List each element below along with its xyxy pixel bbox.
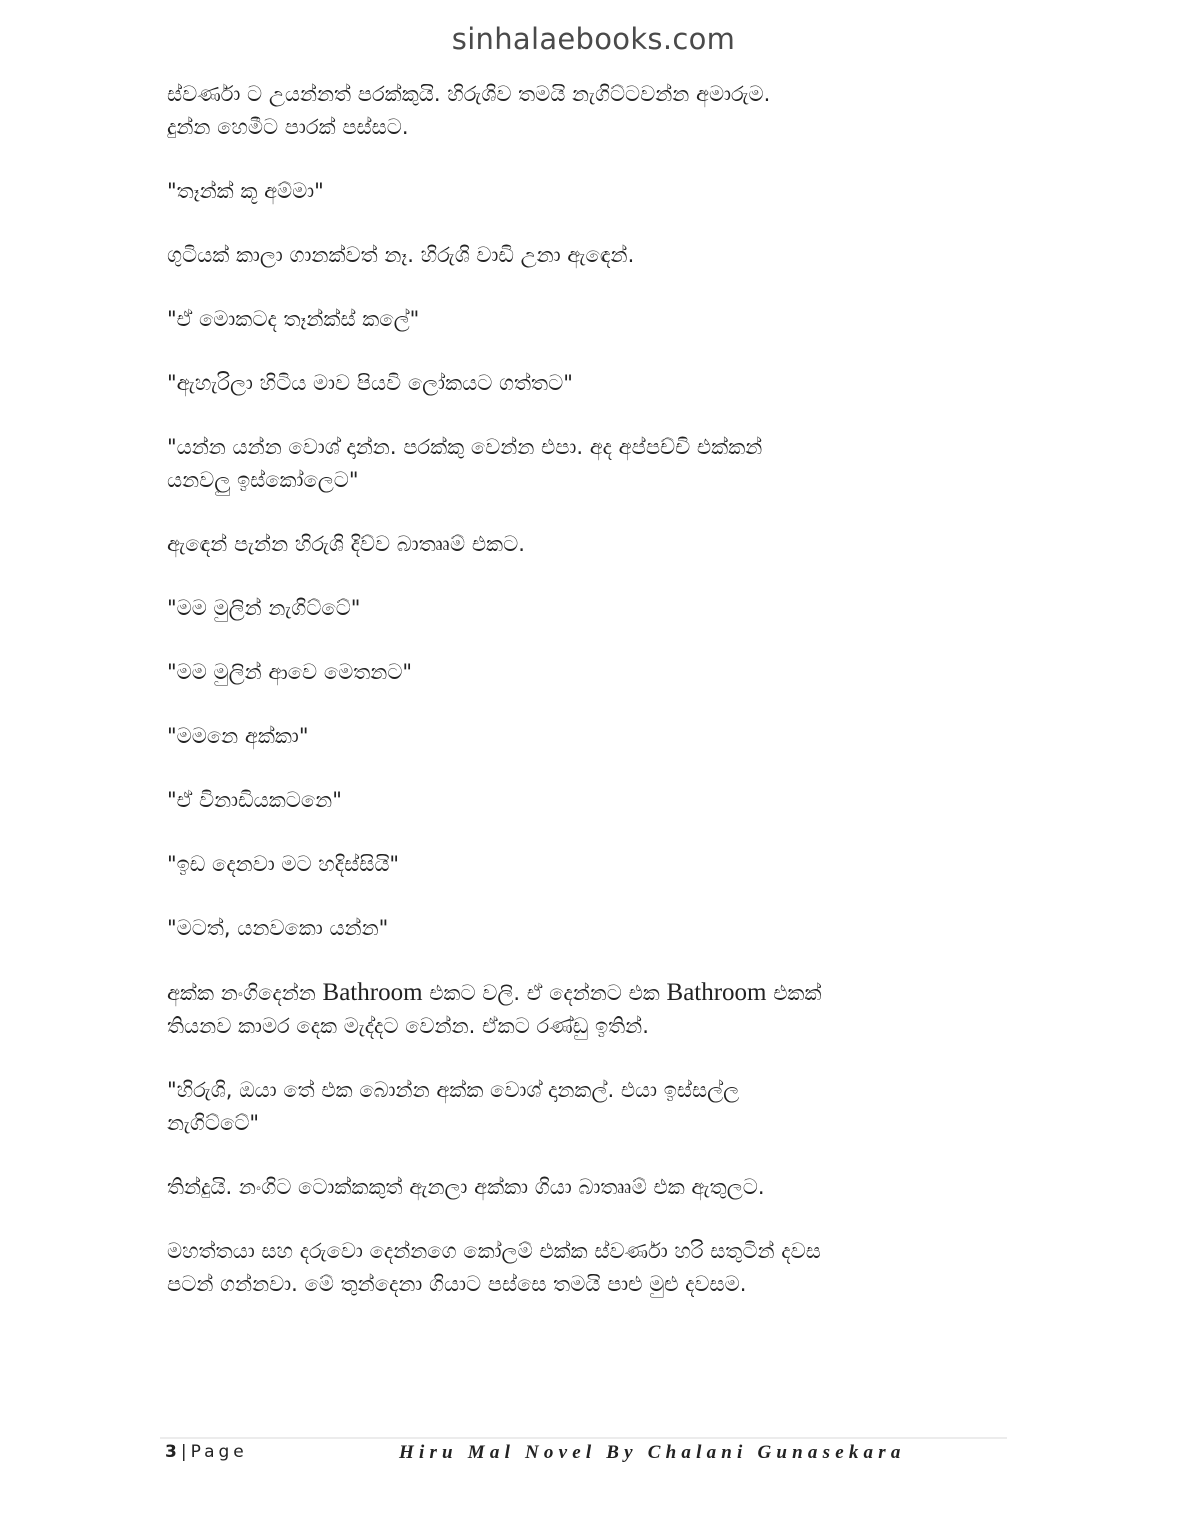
text-line: "ඒ විනාඩියකටනෙ" [167, 788, 342, 812]
text-line: "හිරුශි, ඔයා තේ එක බොන්න අක්ක වොශ් දානකල්. එයා ඉස්සල්ල [167, 1078, 740, 1102]
paragraph-17 [167, 1235, 1012, 1301]
paragraph-7 [167, 528, 1012, 561]
text-run: එකක් [766, 981, 822, 1005]
text-line: "යන්න යන්න වොශ් දාන්න. පරක්කු වෙන්න එපා. අද අප්පච්චි එක්කන් [167, 435, 763, 459]
dialogue-line [167, 431, 1012, 497]
dialogue-line [167, 912, 1012, 945]
text-line: "මටත්, යනවකො යන්න" [167, 916, 389, 940]
dialogue-line [167, 1074, 1012, 1140]
footer-separator: | [180, 1442, 187, 1462]
page-number: 3 [165, 1442, 177, 1462]
text-line: ඇඳෙන් පැන්න හිරුශි දිව්ව බාතෲම් එකට. [167, 532, 525, 556]
paragraph-3 [167, 239, 1012, 272]
page-word: Page [190, 1442, 248, 1462]
latin-word: Bathroom [666, 979, 767, 1006]
text-line: "මමනෙ අක්කා" [167, 724, 309, 748]
text-run: තියනව කාමර දෙක මැද්දට වෙන්න. ඒකට රණ්ඩු ඉතින්. [167, 1014, 649, 1038]
dialogue-line [167, 784, 1012, 817]
text-line: මහත්තයා සහ දරුවො දෙන්නගෙ කෝලම් එක්ක ස්වර්ණා හරි සතුටින් දවස [167, 1239, 821, 1263]
text-line: තින්දුයි. නංගිට ටොක්කකුත් ඇනලා අක්කා ගියා බාතෲම් එක ඇතුලට. [167, 1175, 765, 1199]
text-line: යනවලු ඉස්කෝලෙට" [167, 468, 359, 492]
dialogue-line [167, 175, 1012, 208]
text-line: දුන්න හෙමීට පාරක් පස්සට. [167, 115, 409, 139]
book-title: Hiru Mal Novel By Chalani Gunasekara [399, 1442, 906, 1463]
text-line: "තෑන්ක් කූ අම්මා" [167, 179, 324, 203]
page-footer [165, 1442, 1010, 1466]
dialogue-line [167, 367, 1012, 400]
text-line: "ඇහැරිලා හිටිය මාව පියවි ලෝකයට ගත්තට" [167, 371, 573, 395]
text-line: ගුටියක් කාලා ගානක්වත් නෑ. හිරුශි වාඩි උනා ඇඳෙන්. [167, 243, 635, 267]
dialogue-line [167, 592, 1012, 625]
text-line: "මම මුලින් ආවෙ මෙතනට" [167, 660, 413, 684]
text-line: පටන් ගන්නවා. මේ තුන්දෙනා ගියාට පස්සෙ තමයි පාළු මුළු දවසම. [167, 1272, 747, 1296]
page-body [167, 78, 1012, 1301]
footer-divider [160, 1437, 1007, 1439]
text-line: "ඒ මොකටද තෑන්ක්ස් කලේ" [167, 307, 420, 331]
dialogue-line [167, 303, 1012, 336]
dialogue-line [167, 848, 1012, 881]
latin-word: Bathroom [322, 979, 423, 1006]
dialogue-line [167, 656, 1012, 689]
paragraph-bathroom [167, 976, 1012, 1043]
text-line: "මම මුලින් නැගිට්ටේ" [167, 596, 361, 620]
text-run: එකට වලි. ඒ දෙන්නට එක [422, 981, 667, 1005]
dialogue-line [167, 720, 1012, 753]
text-run: අක්ක නංගිදෙන්න [167, 981, 323, 1005]
paragraph-1 [167, 78, 1012, 144]
page-number-label [165, 1442, 248, 1462]
text-line: ස්වර්ණා ට උයන්නත් පරක්කුයි. හිරුශිව තමයි නැගිට්ටවන්න අමාරුම. [167, 82, 771, 106]
site-watermark: sinhalaebooks.com [451, 22, 736, 56]
paragraph-16 [167, 1171, 1012, 1204]
text-line: "ඉඩ දෙනවා මට හදිස්සියි" [167, 852, 400, 876]
text-line: නැගිට්ටේ" [167, 1111, 260, 1135]
